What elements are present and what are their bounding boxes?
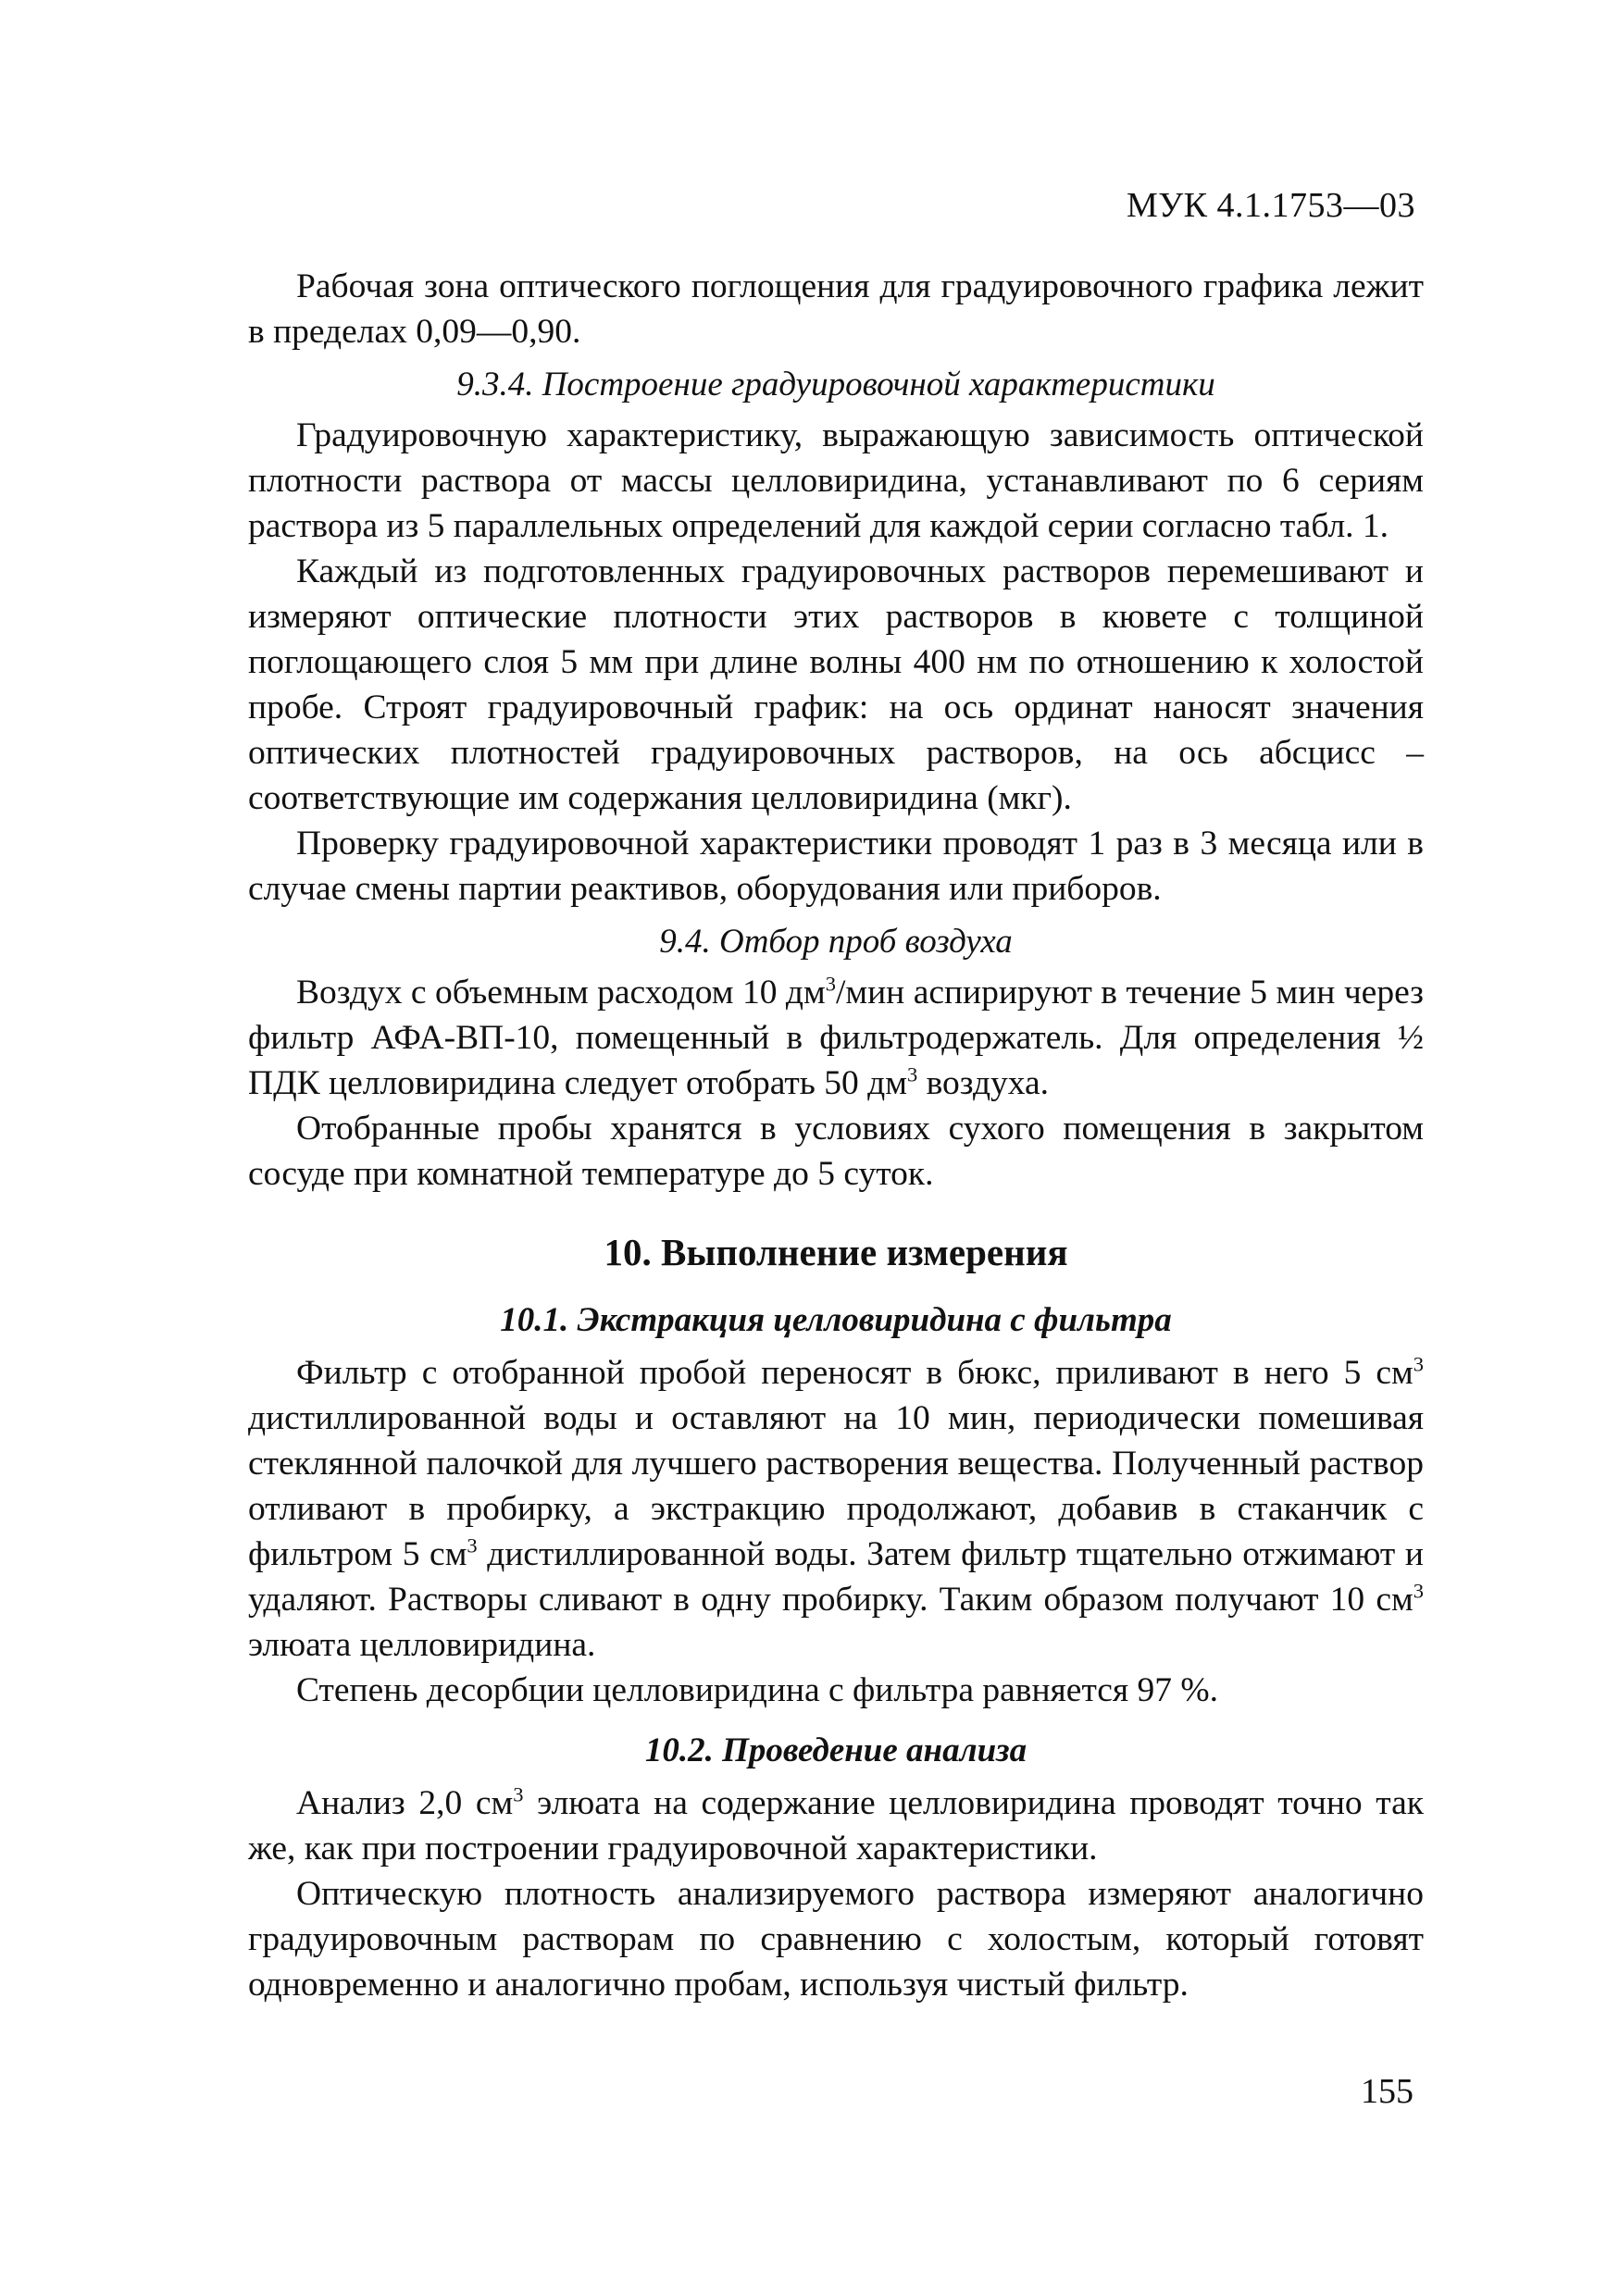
superscript: 3	[1413, 1579, 1424, 1603]
superscript: 3	[467, 1533, 478, 1558]
paragraph-air-sampling	[248, 970, 1424, 1106]
superscript: 3	[906, 1062, 918, 1086]
paragraph-working-zone: Рабочая зона оптического поглощения для градуировочного графика лежит в пределах 0,09—0,90.	[248, 267, 1424, 351]
subsection-heading-10-2: 10.2. Проведение анализа	[644, 1731, 1027, 1769]
text-run: Фильтр с отобранной пробой переносят в бюкс, приливают в него 5 см	[296, 1354, 1414, 1392]
text-run: элюата на содержание целловиридина проводят точно так же, как при построении градуировочной характеристики.	[248, 1784, 1425, 1868]
superscript: 3	[1413, 1352, 1424, 1376]
text-run: элюата целловиридина.	[248, 1626, 596, 1664]
paragraph-sample-storage: Отобранные пробы хранятся в условиях сухого помещения в закрытом сосуде при комнатной температуре до 5 суток.	[248, 1110, 1424, 1193]
document-code-header: МУК 4.1.1753—03	[1126, 186, 1415, 225]
paragraph-calibration-characteristic: Градуировочную характеристику, выражающую зависимость оптической плотности раствора от массы целловиридина, устанавливают по 6 сериям раствора из 5 параллельных определений для каждой серии согласно табл. 1.	[248, 416, 1424, 545]
subsection-heading-10-1: 10.1. Экстракция целловиридина с фильтра	[500, 1301, 1172, 1339]
superscript: 3	[513, 1782, 524, 1806]
paragraph-calibration-procedure: Каждый из подготовленных градуировочных растворов перемешивают и измеряют оптические плотности этих растворов в кювете с толщиной поглощающего слоя 5 мм при длине волны 400 нм по отношению к холостой пробе. Строят градуировочный график: на ось ординат наносят значения оптических плотностей градуировочных растворов, на ось абсцисс – соответствующие им содержания целловиридина (мкг).	[248, 552, 1424, 817]
paragraph-calibration-check: Проверку градуировочной характеристики проводят 1 раз в 3 месяца или в случае смены партии реактивов, оборудования или приборов.	[248, 825, 1424, 908]
paragraph-optical-density: Оптическую плотность анализируемого раствора измеряют аналогично градуировочным растворам по сравнению с холостым, который готовят одновременно и аналогично пробам, используя чистый фильтр.	[248, 1875, 1424, 2004]
paragraph-analysis	[248, 1781, 1424, 1871]
text-run: Воздух с объемным расходом 10 дм	[296, 974, 826, 1011]
subsection-heading-9-3-4: 9.3.4. Построение градуировочной характеристики	[456, 366, 1215, 403]
page-body	[248, 264, 1424, 2007]
text-run: дистиллированной воды и оставляют на 10 мин, периодически помешивая стеклянной палочкой для лучшего растворения вещества. Полученный раствор отливают в пробирку, а экстракцию продолжают, добавив в стаканчик с фильтром 5 см	[248, 1399, 1424, 1573]
text-run: воздуха.	[917, 1064, 1050, 1102]
section-heading-10: 10. Выполнение измерения	[604, 1231, 1068, 1273]
paragraph-desorption-degree: Степень десорбции целловиридина с фильтра равняется 97 %.	[296, 1671, 1219, 1709]
page-number: 155	[1361, 2072, 1414, 2111]
superscript: 3	[825, 972, 836, 996]
text-run: Анализ 2,0 см	[296, 1784, 514, 1822]
paragraph-extraction	[248, 1350, 1424, 1668]
text-run: дистиллированной воды. Затем фильтр тщательно отжимают и удаляют. Растворы сливают в одну пробирку. Таким образом получают 10 см	[248, 1535, 1424, 1619]
text-run: /мин аспирируют в течение 5 мин через фильтр АФА-ВП-10, помещенный в фильтродержатель. Для определения ½ ПДК целловиридина следует отобрать 50 дм	[248, 974, 1424, 1102]
subsection-heading-9-4: 9.4. Отбор проб воздуха	[659, 923, 1013, 961]
